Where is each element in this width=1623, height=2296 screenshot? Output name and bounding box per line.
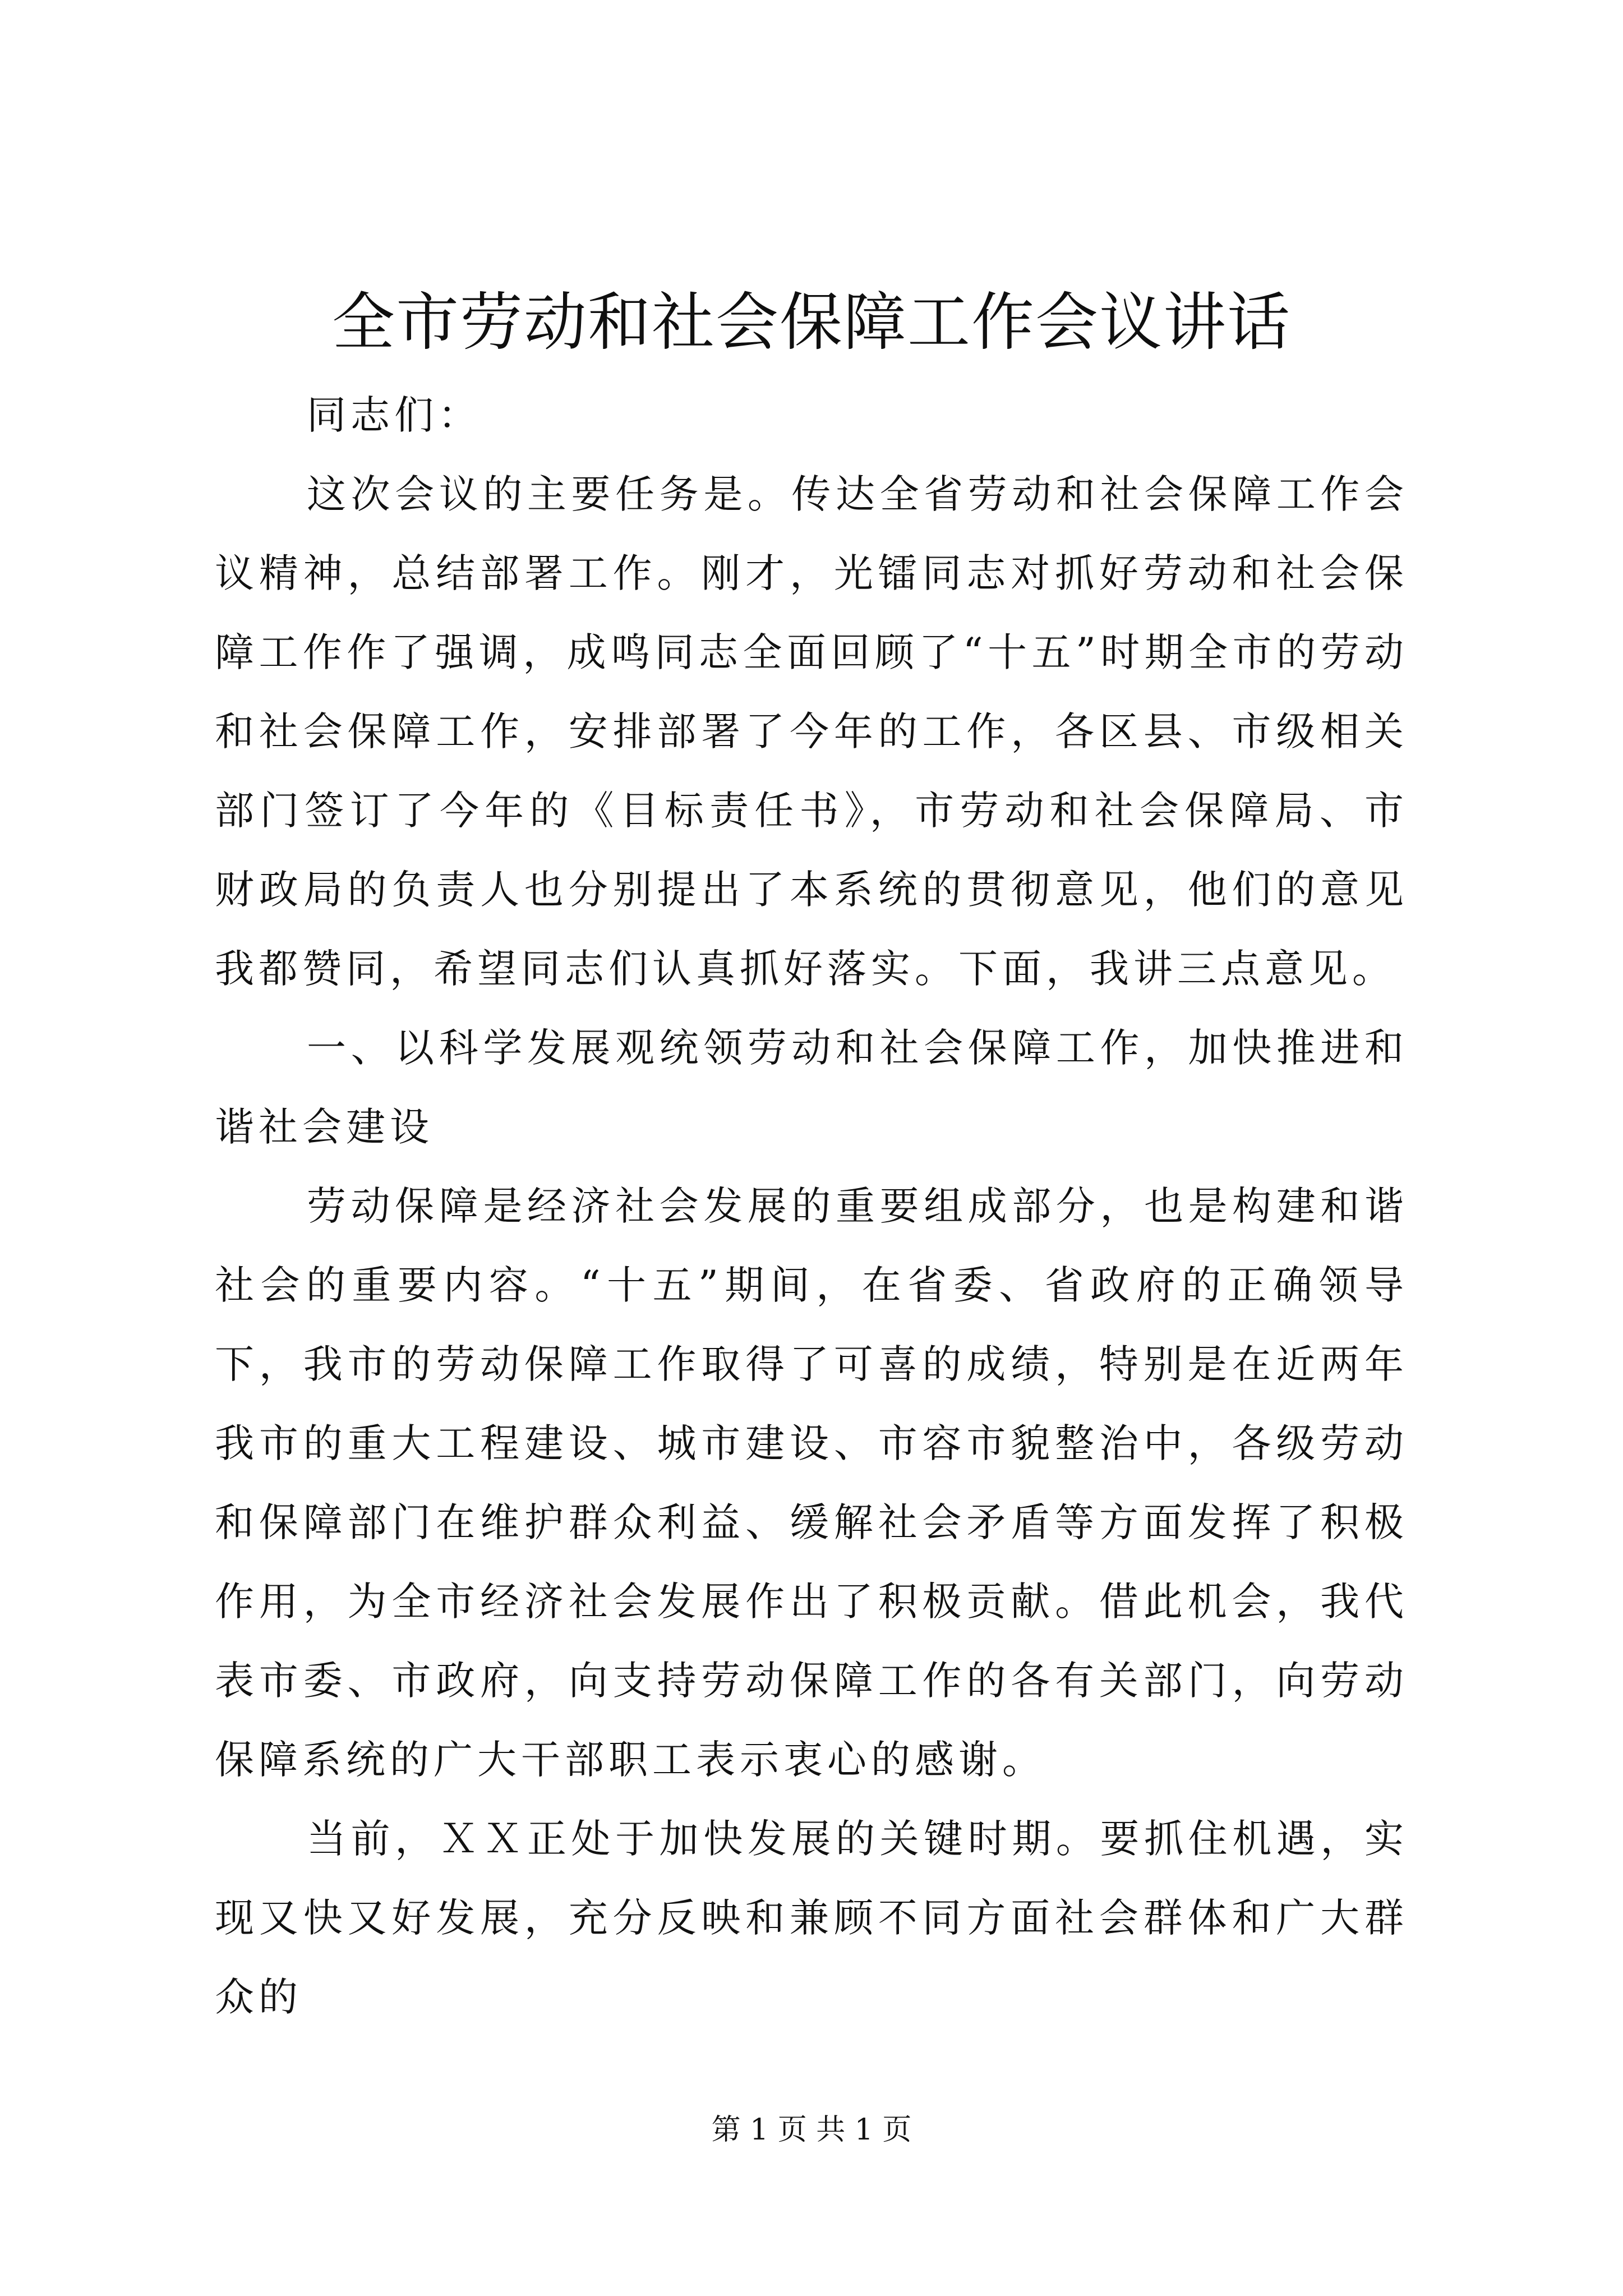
page-footer: 第 1 页 共 1 页	[711, 2113, 912, 2147]
document-body	[215, 376, 1408, 2037]
document-title: 全市劳动和社会保障工作会议讲话	[332, 286, 1291, 359]
intro-paragraph: 这次会议的主要任务是。传达全省劳动和社会保障工作会议精神，总结部署工作。刚才，光镭同志对抓好劳动和社会保障工作作了强调，成鸣同志全面回顾了“十五”时期全市的劳动和社会保障工作，安排部署了今年的工作，各区县、市级相关部门签订了今年的《目标责任书》，市劳动和社会保障局、市财政局的负责人也分别提出了本系统的贯彻意见，他们的意见我都赞同，希望同志们认真抓好落实。下面，我讲三点意见。	[215, 471, 1408, 992]
section-heading-1: 一、以科学发展观统领劳动和社会保障工作，加快推进和谐社会建设	[215, 1025, 1408, 1150]
body-paragraph: 当前，ＸＸ正处于加快发展的关键时期。要抓住机遇，实现又快又好发展，充分反映和兼顾不同方面社会群体和广大群众的	[215, 1816, 1408, 2020]
salutation-paragraph: 同志们：	[307, 392, 482, 438]
body-paragraph: 劳动保障是经济社会发展的重要组成部分，也是构建和谐社会的重要内容。“十五”期间，在省委、省政府的正确领导下，我市的劳动保障工作取得了可喜的成绩，特别是在近两年我市的重大工程建设、城市建设、市容市貌整治中，各级劳动和保障部门在维护群众利益、缓解社会矛盾等方面发挥了积极作用，为全市经济社会发展作出了积极贡献。借此机会，我代表市委、市政府，向支持劳动保障工作的各有关部门，向劳动保障系统的广大干部职工表示衷心的感谢。	[215, 1183, 1408, 1783]
